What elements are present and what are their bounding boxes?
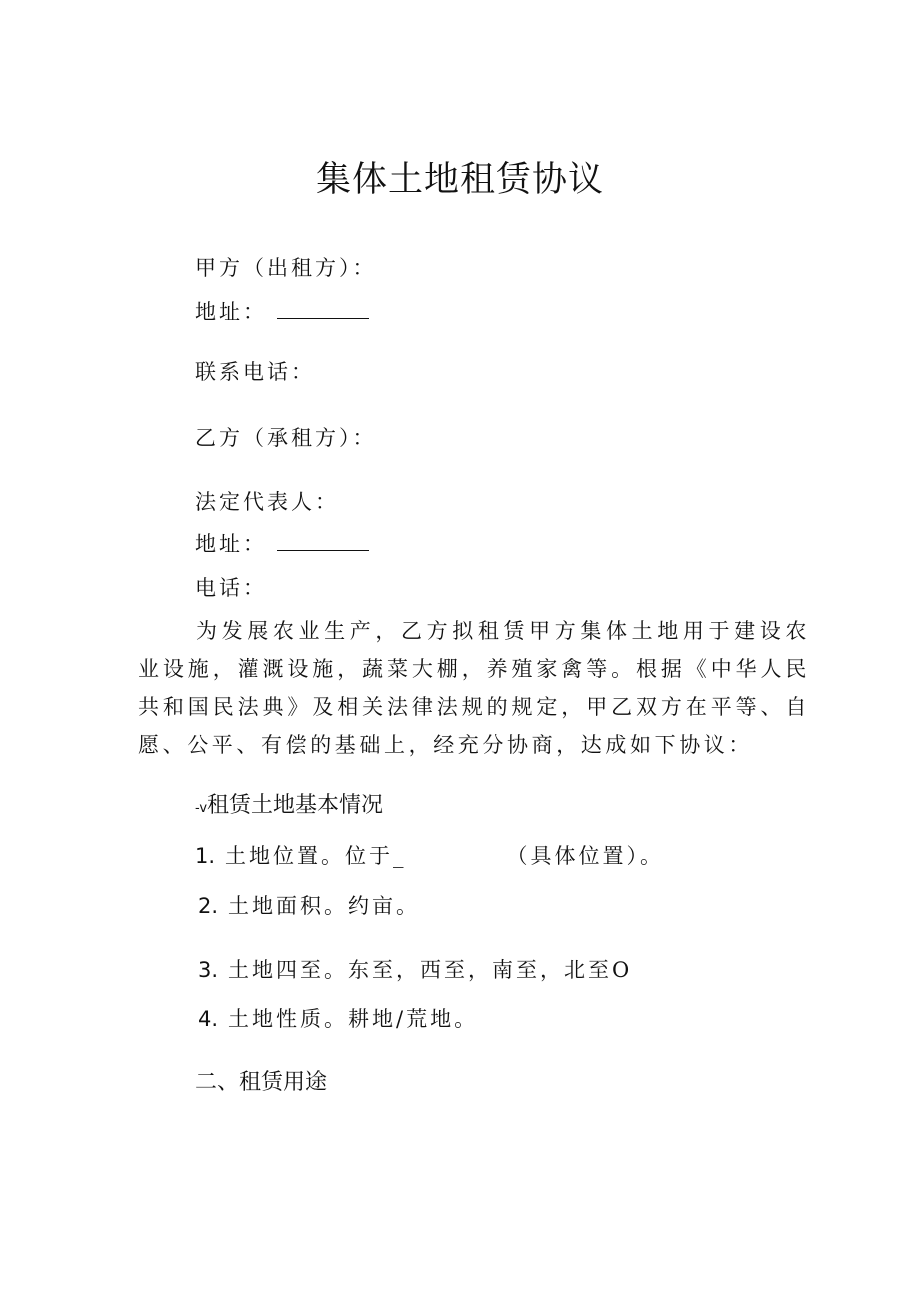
list-item-text: 土地面积。约亩。 <box>228 894 421 918</box>
list-item-number: 4. <box>198 1007 219 1031</box>
party-b-address-row <box>195 528 369 558</box>
document-title: 集体土地租赁协议 <box>315 160 604 200</box>
phone-label: 电话： <box>195 576 267 600</box>
section-1-mark: -v <box>195 801 208 816</box>
party-a-address-row <box>195 296 369 326</box>
list-item-boundaries <box>198 954 632 984</box>
party-b-address-label: 地址： <box>195 532 267 556</box>
list-item-number: 1. <box>195 844 216 868</box>
party-b-label: 乙方（承租方）： <box>195 426 377 450</box>
section-1-title: 租赁土地基本情况 <box>207 793 384 818</box>
list-item-number: 3. <box>198 958 219 982</box>
intro-paragraph: 为发展农业生产，乙方拟租赁甲方集体土地用于建设农业设施，灌溉设施，蔬菜大棚，养殖家禽等。根据《中华人民共和国民法典》及相关法律法规的规定，甲乙双方在平等、自愿、公平、有偿的基础上，经充分协商，达成如下协议： <box>138 619 810 757</box>
party-b-address-blank <box>277 530 369 551</box>
party-a-address-blank <box>277 298 369 319</box>
list-item-area <box>198 890 420 920</box>
list-item-nature <box>198 1003 478 1033</box>
party-a-label: 甲方（出租方）： <box>195 256 377 280</box>
party-a-address-label: 地址： <box>195 300 267 324</box>
list-item-suffix: （具体位置）。 <box>506 844 665 868</box>
section-2-heading: 二、租赁用途 <box>195 1070 328 1095</box>
contact-phone-label: 联系电话： <box>195 360 315 384</box>
list-item-text: 土地性质。耕地/荒地。 <box>228 1007 479 1031</box>
list-item-location <box>195 840 664 870</box>
section-1-heading <box>195 788 383 819</box>
list-item-text: 土地四至。东至，西至，南至，北至O <box>228 958 633 982</box>
list-item-number: 2. <box>198 894 219 918</box>
legal-rep-label: 法定代表人： <box>195 490 339 514</box>
list-item-text: 土地位置。位于_ <box>225 844 407 868</box>
